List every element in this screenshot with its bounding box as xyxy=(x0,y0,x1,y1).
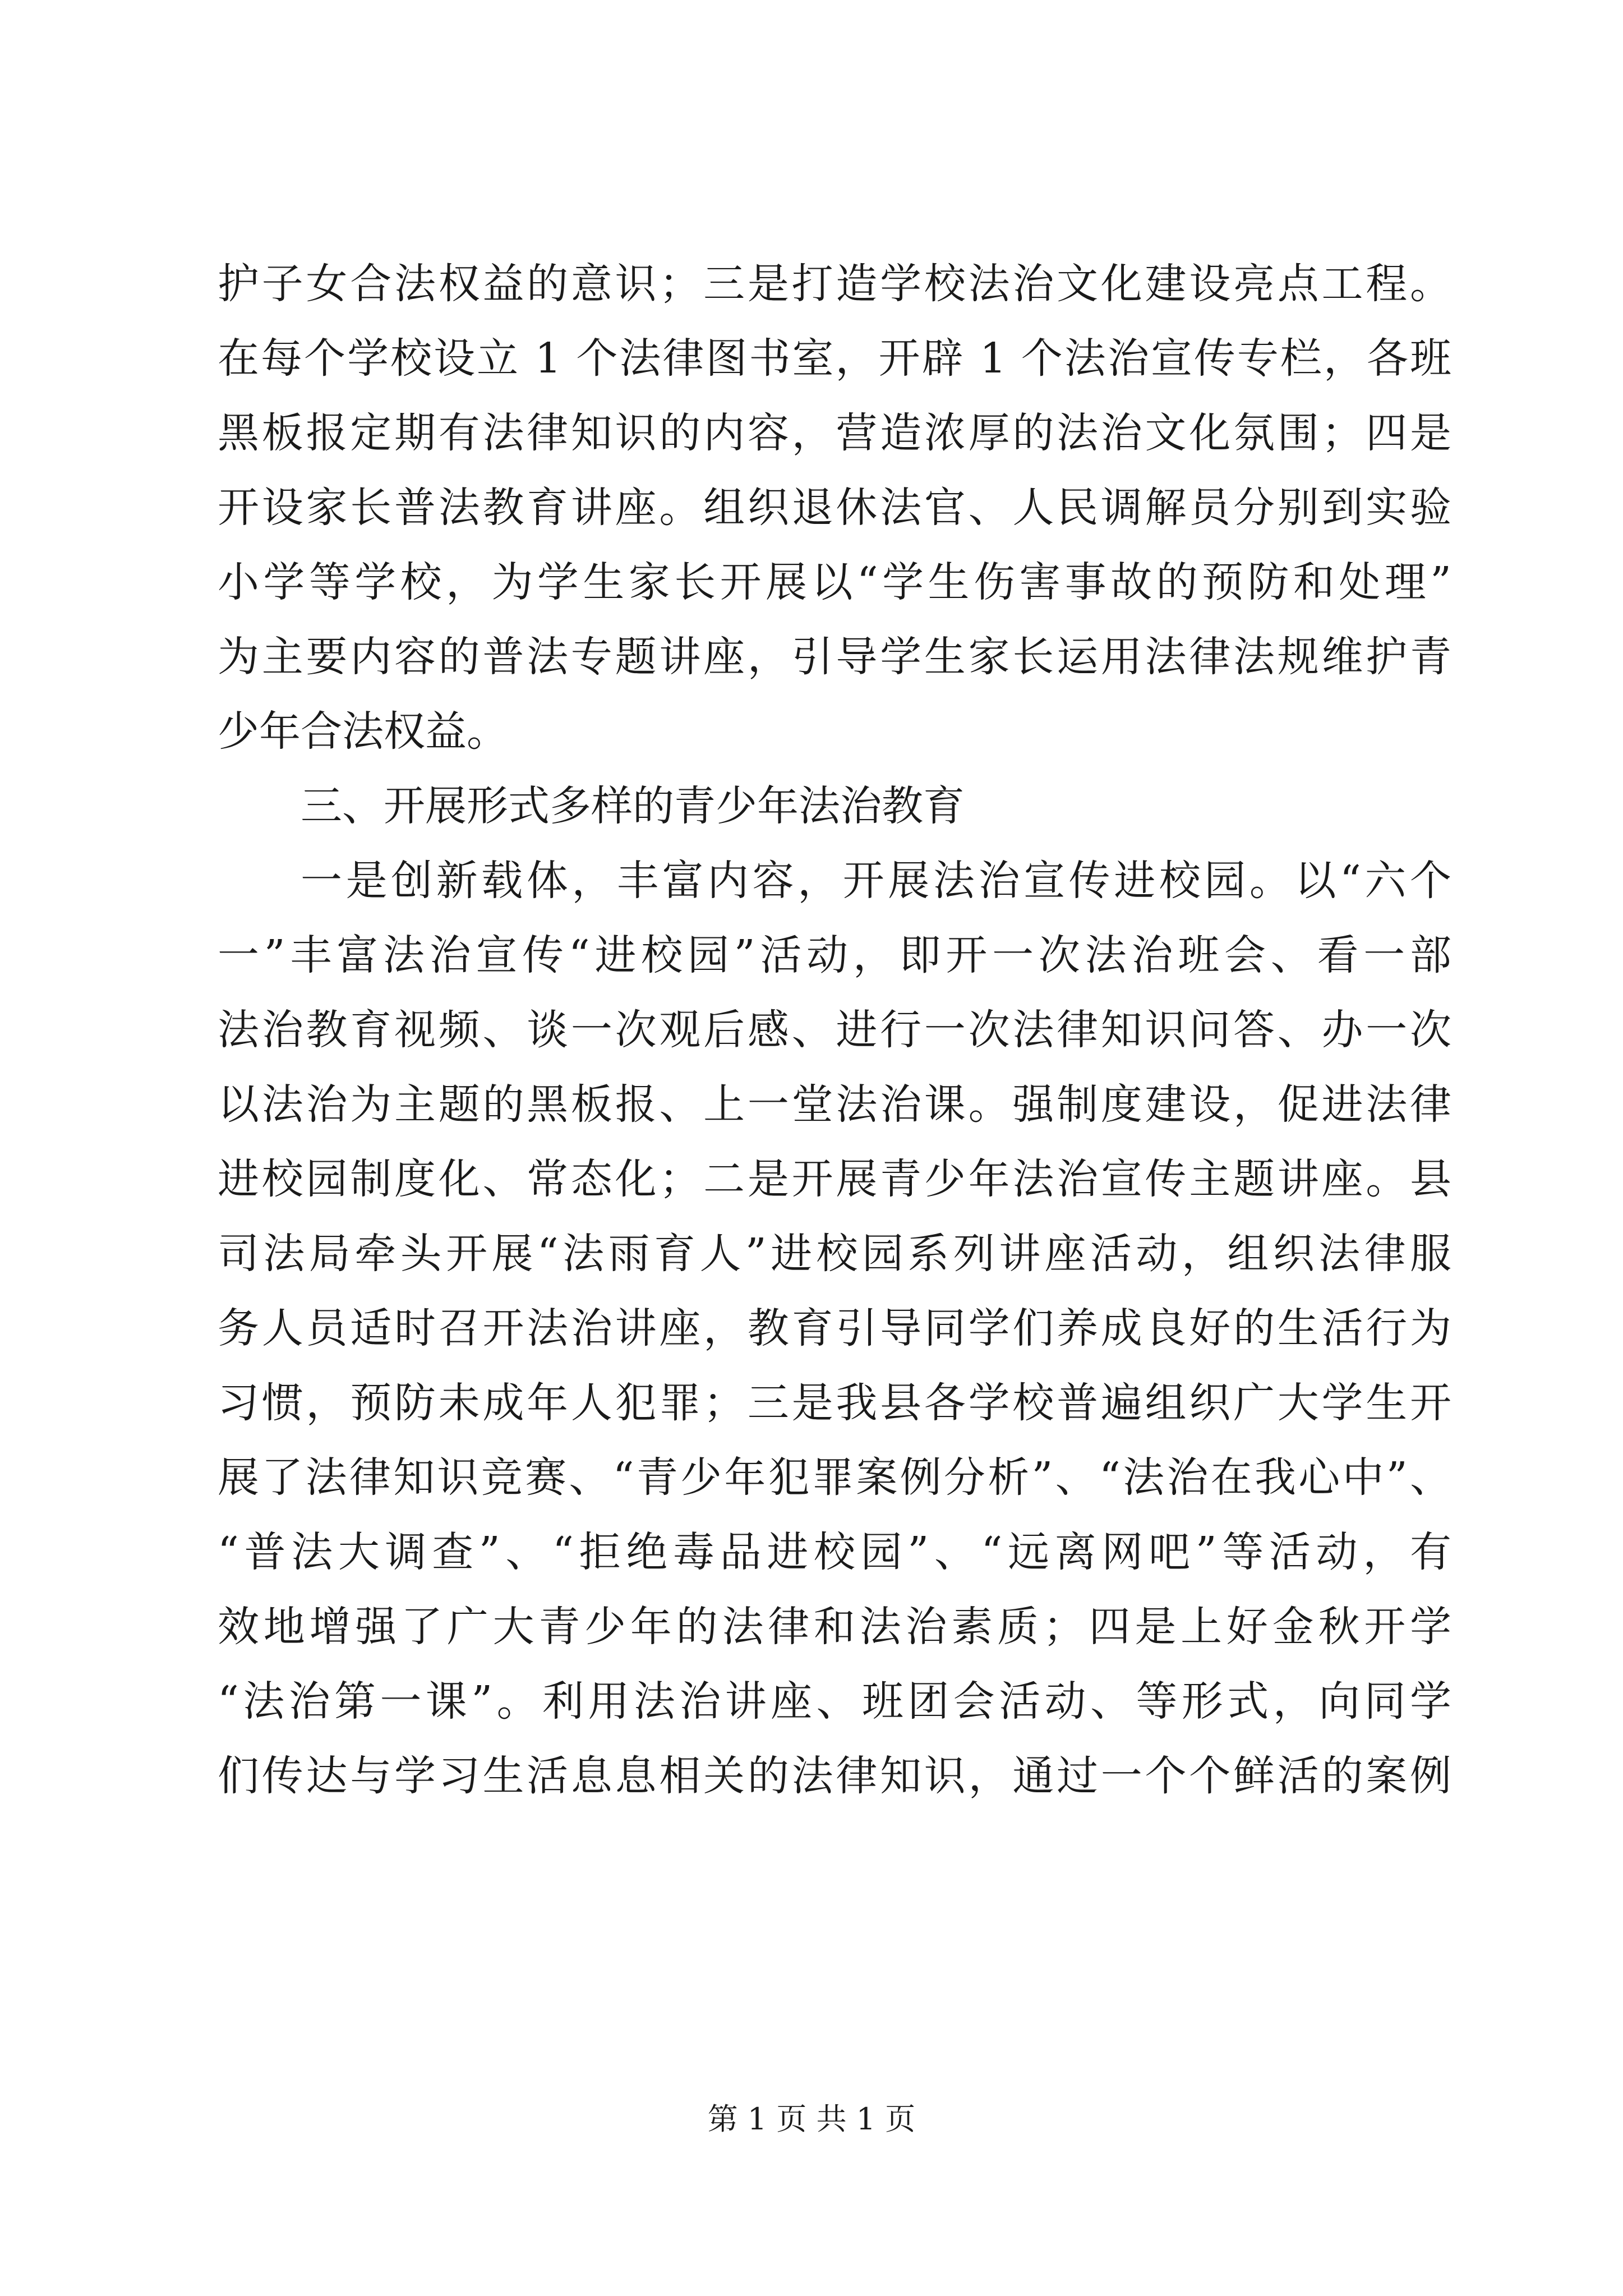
text-line: 以法治为主题的黑板报、上一堂法治课。强制度建设，促进法律 xyxy=(218,1080,1451,1129)
text-line: “法治第一课”。利用法治讲座、班团会活动、等形式，向同学 xyxy=(218,1677,1451,1726)
text-line: 一是创新载体，丰富内容，开展法治宣传进校园。以“六个 xyxy=(301,857,1451,905)
text-line: 司法局牵头开展“法雨育人”进校园系列讲座活动，组织法律服 xyxy=(218,1230,1451,1278)
text-line: 少年合法权益。 xyxy=(218,707,508,756)
text-line: 展了法律知识竞赛、“青少年犯罪案例分析”、“法治在我心中”、 xyxy=(218,1453,1451,1502)
text-line: 效地增强了广大青少年的法律和法治素质；四是上好金秋开学 xyxy=(218,1603,1451,1651)
text-line: 进校园制度化、常态化；二是开展青少年法治宣传主题讲座。县 xyxy=(218,1155,1451,1203)
text-line: 习惯，预防未成年人犯罪；三是我县各学校普遍组织广大学生开 xyxy=(218,1379,1451,1427)
text-line: 一”丰富法治宣传“进校园”活动，即开一次法治班会、看一部 xyxy=(218,931,1451,979)
text-line: 黑板报定期有法律知识的内容，营造浓厚的法治文化氛围；四是 xyxy=(218,409,1451,457)
page-footer: 第 1 页 共 1 页 xyxy=(707,2101,916,2137)
text-line: 开设家长普法教育讲座。组织退休法官、人民调解员分别到实验 xyxy=(218,484,1451,532)
section-heading: 三、开展形式多样的青少年法治教育 xyxy=(301,782,965,830)
text-line: 小学等学校，为学生家长开展以“学生伤害事故的预防和处理” xyxy=(218,558,1451,606)
text-line: 们传达与学习生活息息相关的法律知识，通过一个个鲜活的案例 xyxy=(218,1752,1451,1800)
text-line: 为主要内容的普法专题讲座，引导学生家长运用法律法规维护青 xyxy=(218,633,1451,681)
text-line: 护子女合法权益的意识；三是打造学校法治文化建设亮点工程。 xyxy=(218,260,1451,308)
text-line: “普法大调查”、“拒绝毒品进校园”、“远离网吧”等活动，有 xyxy=(218,1528,1451,1576)
text-line: 务人员适时召开法治讲座，教育引导同学们养成良好的生活行为 xyxy=(218,1304,1451,1352)
text-line: 在每个学校设立 1 个法律图书室，开辟 1 个法治宣传专栏，各班 xyxy=(218,334,1451,383)
text-line: 法治教育视频、谈一次观后感、进行一次法律知识问答、办一次 xyxy=(218,1006,1451,1054)
body-text xyxy=(218,247,1451,1814)
